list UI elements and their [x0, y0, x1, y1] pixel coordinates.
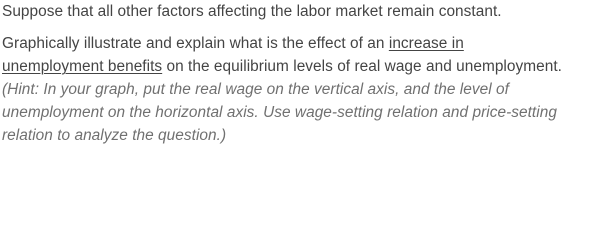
- question-text: [2, 0, 589, 147]
- underlined-phrase-part-2: unemployment benefits: [2, 58, 163, 75]
- question-suffix: on the equilibrium levels of real wage and unemployment.: [162, 58, 562, 75]
- question-prefix: Graphically illustrate and explain what is the effect of an: [2, 35, 389, 52]
- paragraph-gap: [2, 23, 589, 32]
- hint-line-1: (Hint: In your graph, put the real wage on the vertical axis, and the level of: [2, 81, 509, 98]
- hint-line-3: relation to analyze the question.): [2, 127, 227, 144]
- question-line-2: [2, 55, 589, 78]
- underlined-phrase-part-1: increase in: [388, 35, 464, 52]
- question-line-1: [2, 32, 589, 55]
- hint-line-2: unemployment on the horizontal axis. Use wage-setting relation and price-setting: [2, 104, 557, 121]
- assumption-sentence: Suppose that all other factors affecting the labor market remain constant.: [2, 3, 502, 20]
